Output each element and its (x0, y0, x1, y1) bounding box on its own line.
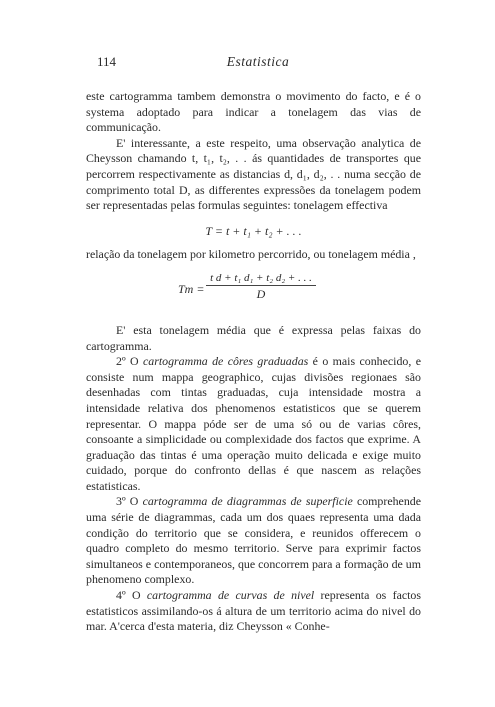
paragraph-text: é o mais conhecido, e consiste num mappa geographico, cujas divisões regionaes são desenhadas com tintas graduadas, cuja intensidade mostra a intensidade relativa dos phenomenos estatisticos que se querem representar. O mappa póde ser de uma só ou de varias côres, consoante a simplicidade ou complexidade dos factos que exprime. A graduação das tintas é uma operação muito delicada e exige muito cuidado, porque do confronto dellas é que nascem as relações estatisticas. (86, 354, 421, 493)
page-number: 114 (97, 54, 117, 69)
paragraph-average-tonnage: relação da tonelagem por kilometro percorrido, ou tonelagem média , (86, 247, 416, 262)
formula-denominator: D (256, 286, 266, 301)
page-header (97, 54, 419, 70)
formula-fraction (206, 271, 316, 302)
paragraph-continuation: este cartogramma tambem demonstra o movimento do facto, e é o systema adoptado para indicar a tonelagem das vias de communicação. (86, 89, 421, 135)
paragraph-text: representa os factos estatisticos assimilando-os á altura de um territorio acima do nivel do mar. A'cerca d'esta materia, diz Cheysson « Conhe- (86, 588, 422, 634)
item-number: 3º O (116, 494, 143, 509)
paragraph-faixas: E' esta tonelagem média que é expressa pelas faixas do cartogramma. (86, 322, 421, 353)
page-body (86, 89, 421, 635)
paragraph-curvas-nivel (86, 588, 421, 635)
formula-average-tonnage (86, 271, 421, 311)
formula-total-tonnage: T = t + t₁ + t₂ + . . . (205, 223, 302, 238)
term-diagrammas: cartogramma de diagrammas de superficie (142, 494, 353, 509)
item-number: 2º O (116, 354, 143, 369)
term-cores-graduadas: cartogramma de côres graduadas (142, 354, 309, 369)
formula-numerator: t d + t₁ d₁ + t₂ d₂ + . . . (206, 271, 316, 286)
paragraph-diagrammas (86, 494, 421, 588)
running-title: Estatistica (226, 54, 290, 69)
formula-lhs: Tm = (178, 281, 205, 296)
item-number: 4º O (116, 588, 147, 603)
paragraph-cheysson: E' interessante, a este respeito, uma observação analytica de Cheysson chamando t, t₁, t₂, . . ás quantidades de transportes que percorrem respectivamente as distancias d, d₁, d₂, . . numa secção de comprimento total D, as differentes expressões da tonelagem podem ser representadas pelas formulas seguintes: tonelagem effectiva (86, 135, 421, 213)
paragraph-text: comprehende uma série de diagrammas, cada um dos quaes representa uma dada condição do territorio que se considera, e reunidos offerecem o quadro completo do mesmo territorio. Serve para exprimir factos simultaneos e contemporaneos, que concorrem para a formação de um phenomeno complexo. (86, 494, 421, 587)
paragraph-cores-graduadas (86, 354, 421, 494)
term-curvas-nivel: cartogramma de curvas de nivel (146, 588, 315, 603)
